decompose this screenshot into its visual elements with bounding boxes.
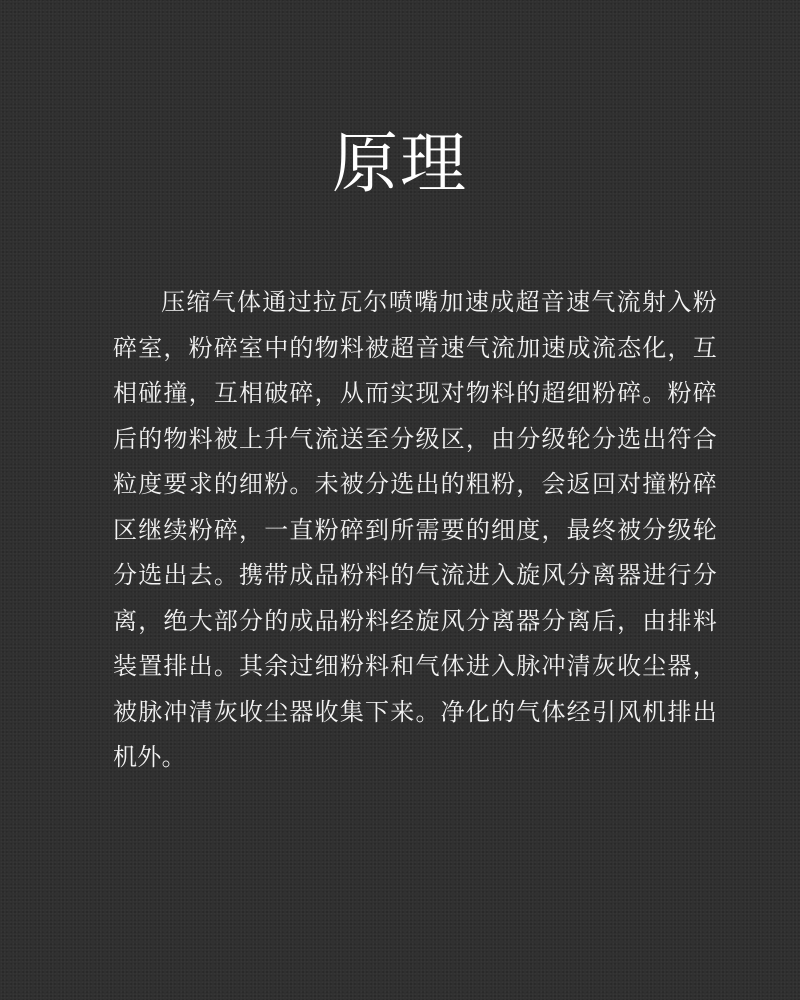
- principle-paragraph: 压缩气体通过拉瓦尔喷嘴加速成超音速气流射入粉碎室，粉碎室中的物料被超音速气流加速成流态化，互相碰撞，互相破碎，从而实现对物料的超细粉碎。粉碎后的物料被上升气流送至分级区，由分级轮分选出符合粒度要求的细粉。未被分选出的粗粉，会返回对撞粉碎区继续粉碎，一直粉碎到所需要的细度，最终被分级轮分选出去。携带成品粉料的气流进入旋风分离器进行分离，绝大部分的成品粉料经旋风分离器分离后，由排料装置排出。其余过细粉料和气体进入脉冲清灰收尘器，被脉冲清灰收尘器收集下来。净化的气体经引风机排出机外。: [113, 288, 717, 771]
- page-title: 原理: [332, 125, 468, 203]
